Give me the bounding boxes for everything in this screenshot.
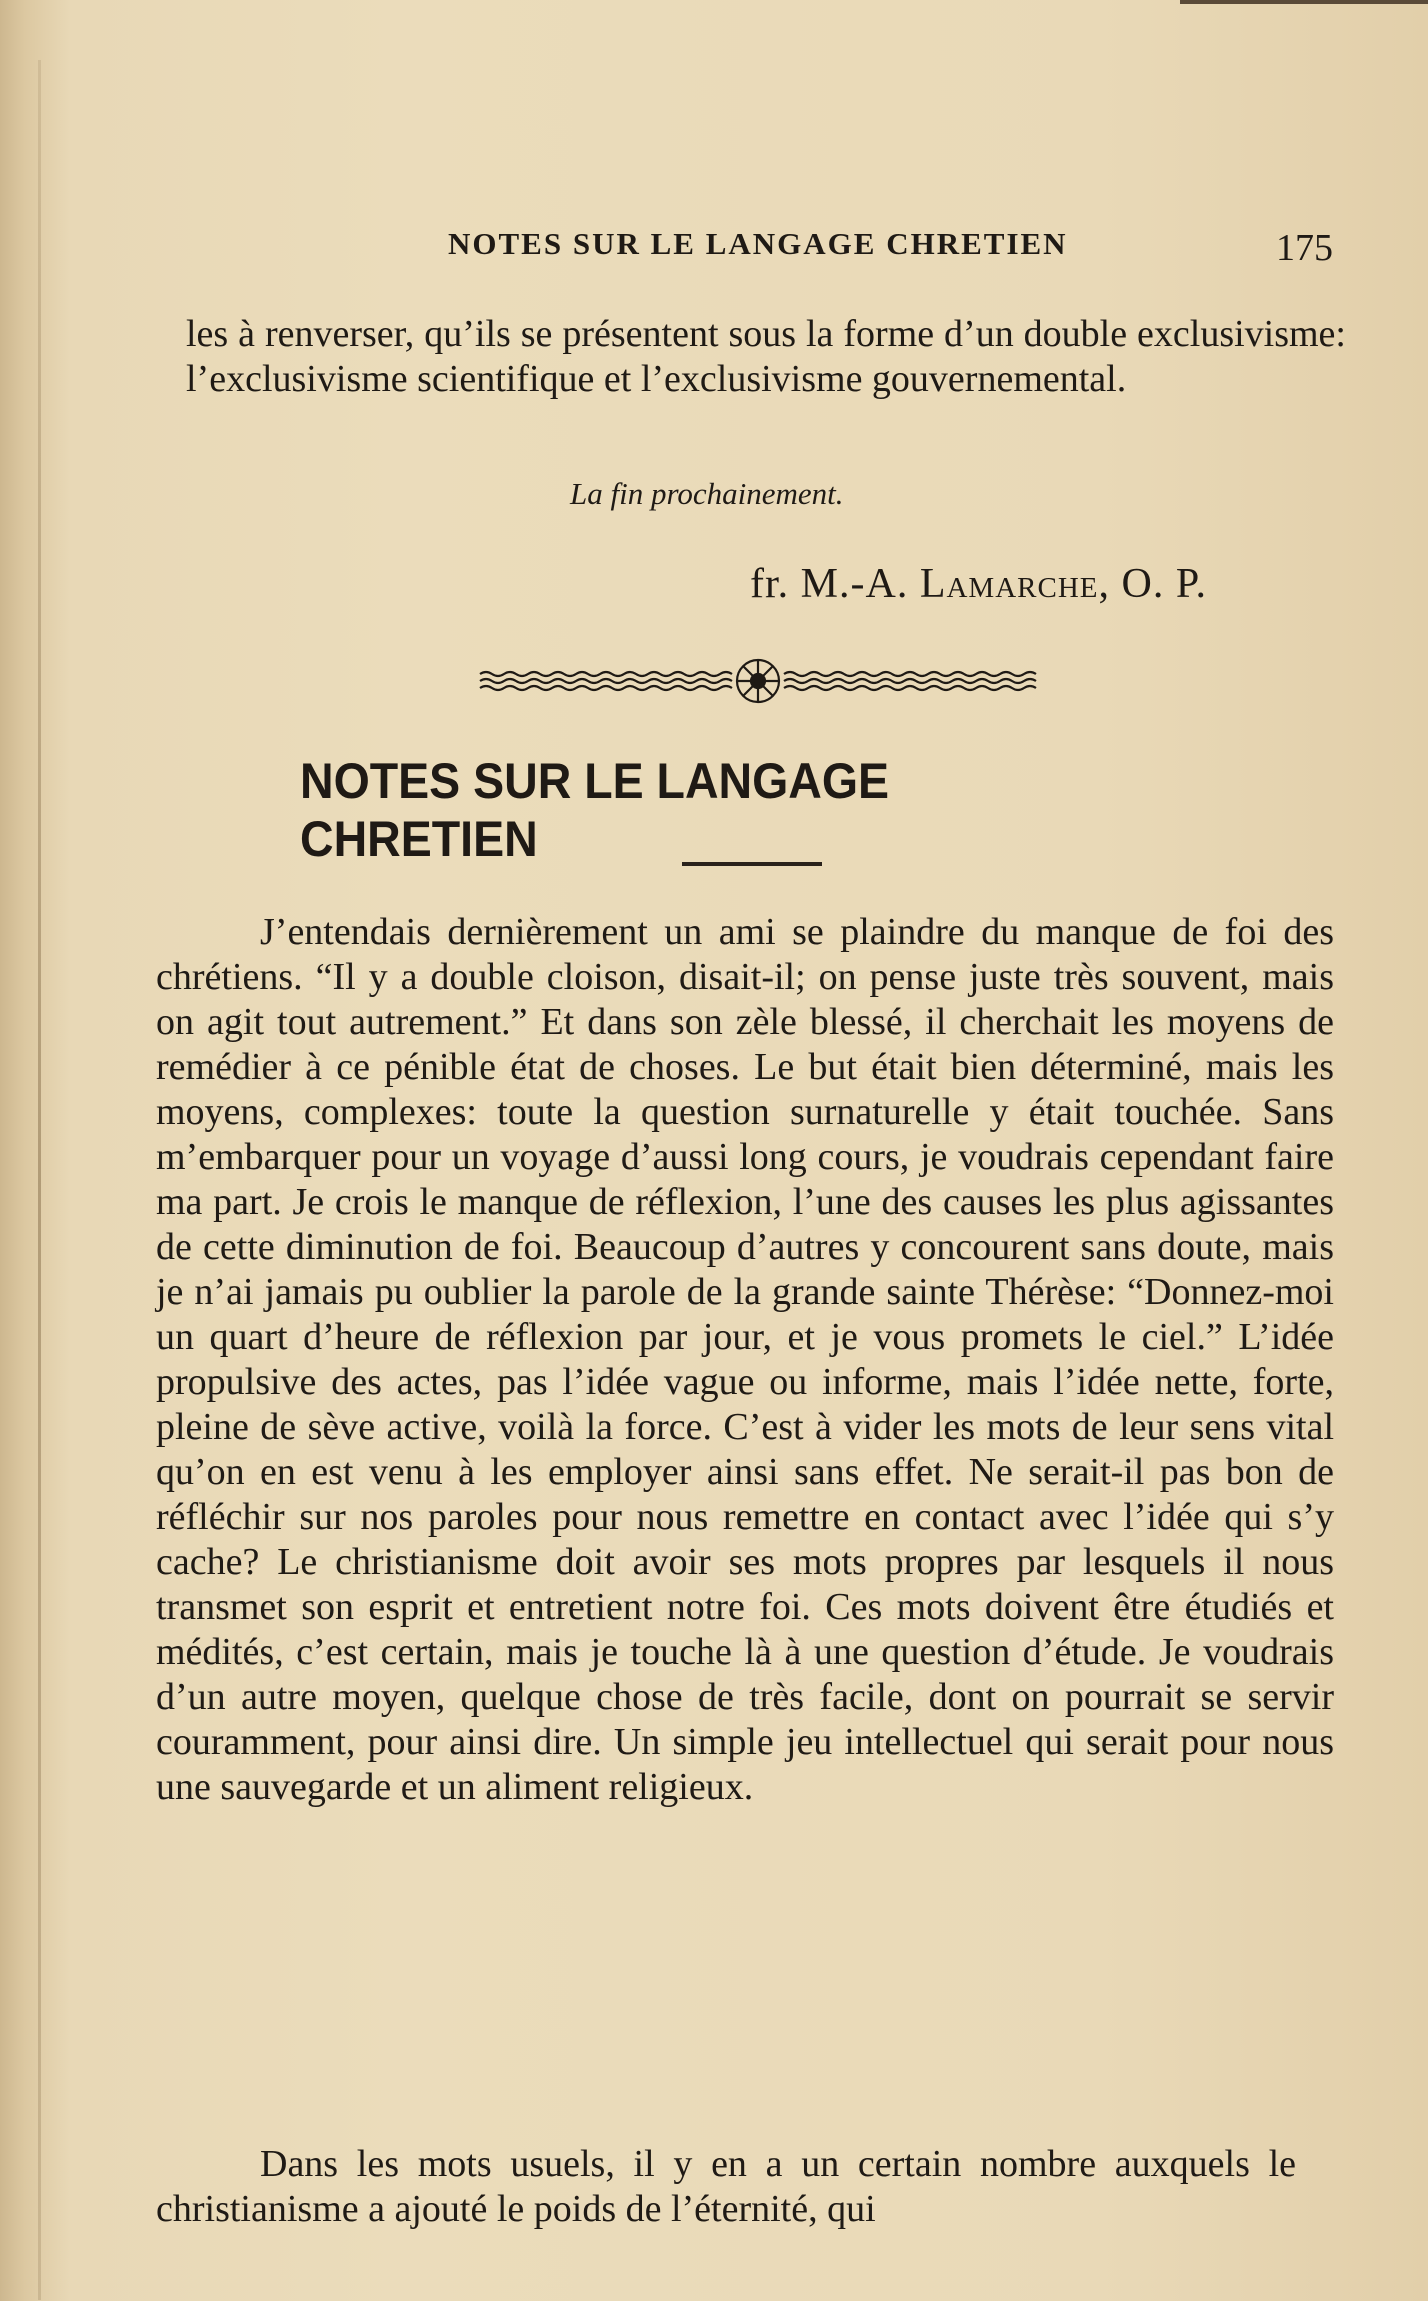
article-title: NOTES SUR LE LANGAGE CHRETIEN	[300, 753, 890, 867]
page-number: 175	[1276, 227, 1333, 269]
ornament-divider	[478, 656, 1038, 706]
page-top-edge	[1180, 0, 1428, 4]
author-signature	[750, 560, 1207, 608]
continuation-note: La fin prochainement.	[570, 476, 844, 511]
paragraph-2	[156, 2142, 1296, 2232]
previous-article-closing-text: les à renverser, qu’ils se présentent sous la forme d’un double exclusivisme: l’exclusivisme scientifique et l’exclusivisme gouvernemental.	[186, 313, 1346, 400]
running-head: NOTES SUR LE LANGAGE CHRETIEN	[448, 226, 1068, 261]
paragraph-1	[156, 910, 1334, 1810]
signature-suffix: , O. P.	[1098, 561, 1208, 607]
paragraph-1-text: J’entendais dernièrement un ami se plaindre du manque de foi des chrétiens. “Il y a double cloison, disait-il; on pense juste très souvent, mais on agit tout autrement.” Et dans son zèle blessé, il cherchait les moyens de remédier à ce pénible état de choses. Le but était bien déterminé, mais les moyens, complexes: toute la question surnaturelle y était touchée. Sans m’embarquer pour un voyage d’aussi long cours, je voudrais cependant faire ma part. Je crois le manque de réflexion, l’une des causes les plus agissantes de cette diminution de foi. Beaucoup d’autres y concourent sans doute, mais je n’ai jamais pu oublier la parole de la grande sainte Thérèse: “Donnez-moi un quart d’heure de réflexion par jour, et je vous promets le ciel.” L’idée propulsive des actes, pas l’idée vague ou informe, mais l’idée nette, forte, pleine de sève active, voilà la force. C’est à vider les mots de leur sens vital qu’on en est venu à les employer ainsi sans effet. Ne serait-il pas bon de réfléchir sur nos paroles pour nous remettre en contact avec l’idée qui s’y cache? Le christianisme doit avoir ses mots propres par lesquels il nous transmet son esprit et entretient notre foi. Ces mots doivent être étudiés et médités, c’est certain, mais je touche là à une question d’étude. Je voudrais d’un autre moyen, quelque chose de très facile, dont on pourrait se servir couramment, pour ainsi dire. Un simple jeu intellectuel qui serait pour nous une sauvegarde et un aliment religieux.	[156, 911, 1334, 1808]
binding-gutter	[38, 60, 41, 2300]
signature-name: Lamarche	[919, 561, 1099, 607]
title-rule	[682, 862, 822, 866]
paragraph-2-text: Dans les mots usuels, il y en a un certain nombre auxquels le christianisme a ajouté le poids de l’éternité, qui	[156, 2143, 1296, 2230]
signature-prefix: fr. M.-A.	[750, 561, 920, 607]
